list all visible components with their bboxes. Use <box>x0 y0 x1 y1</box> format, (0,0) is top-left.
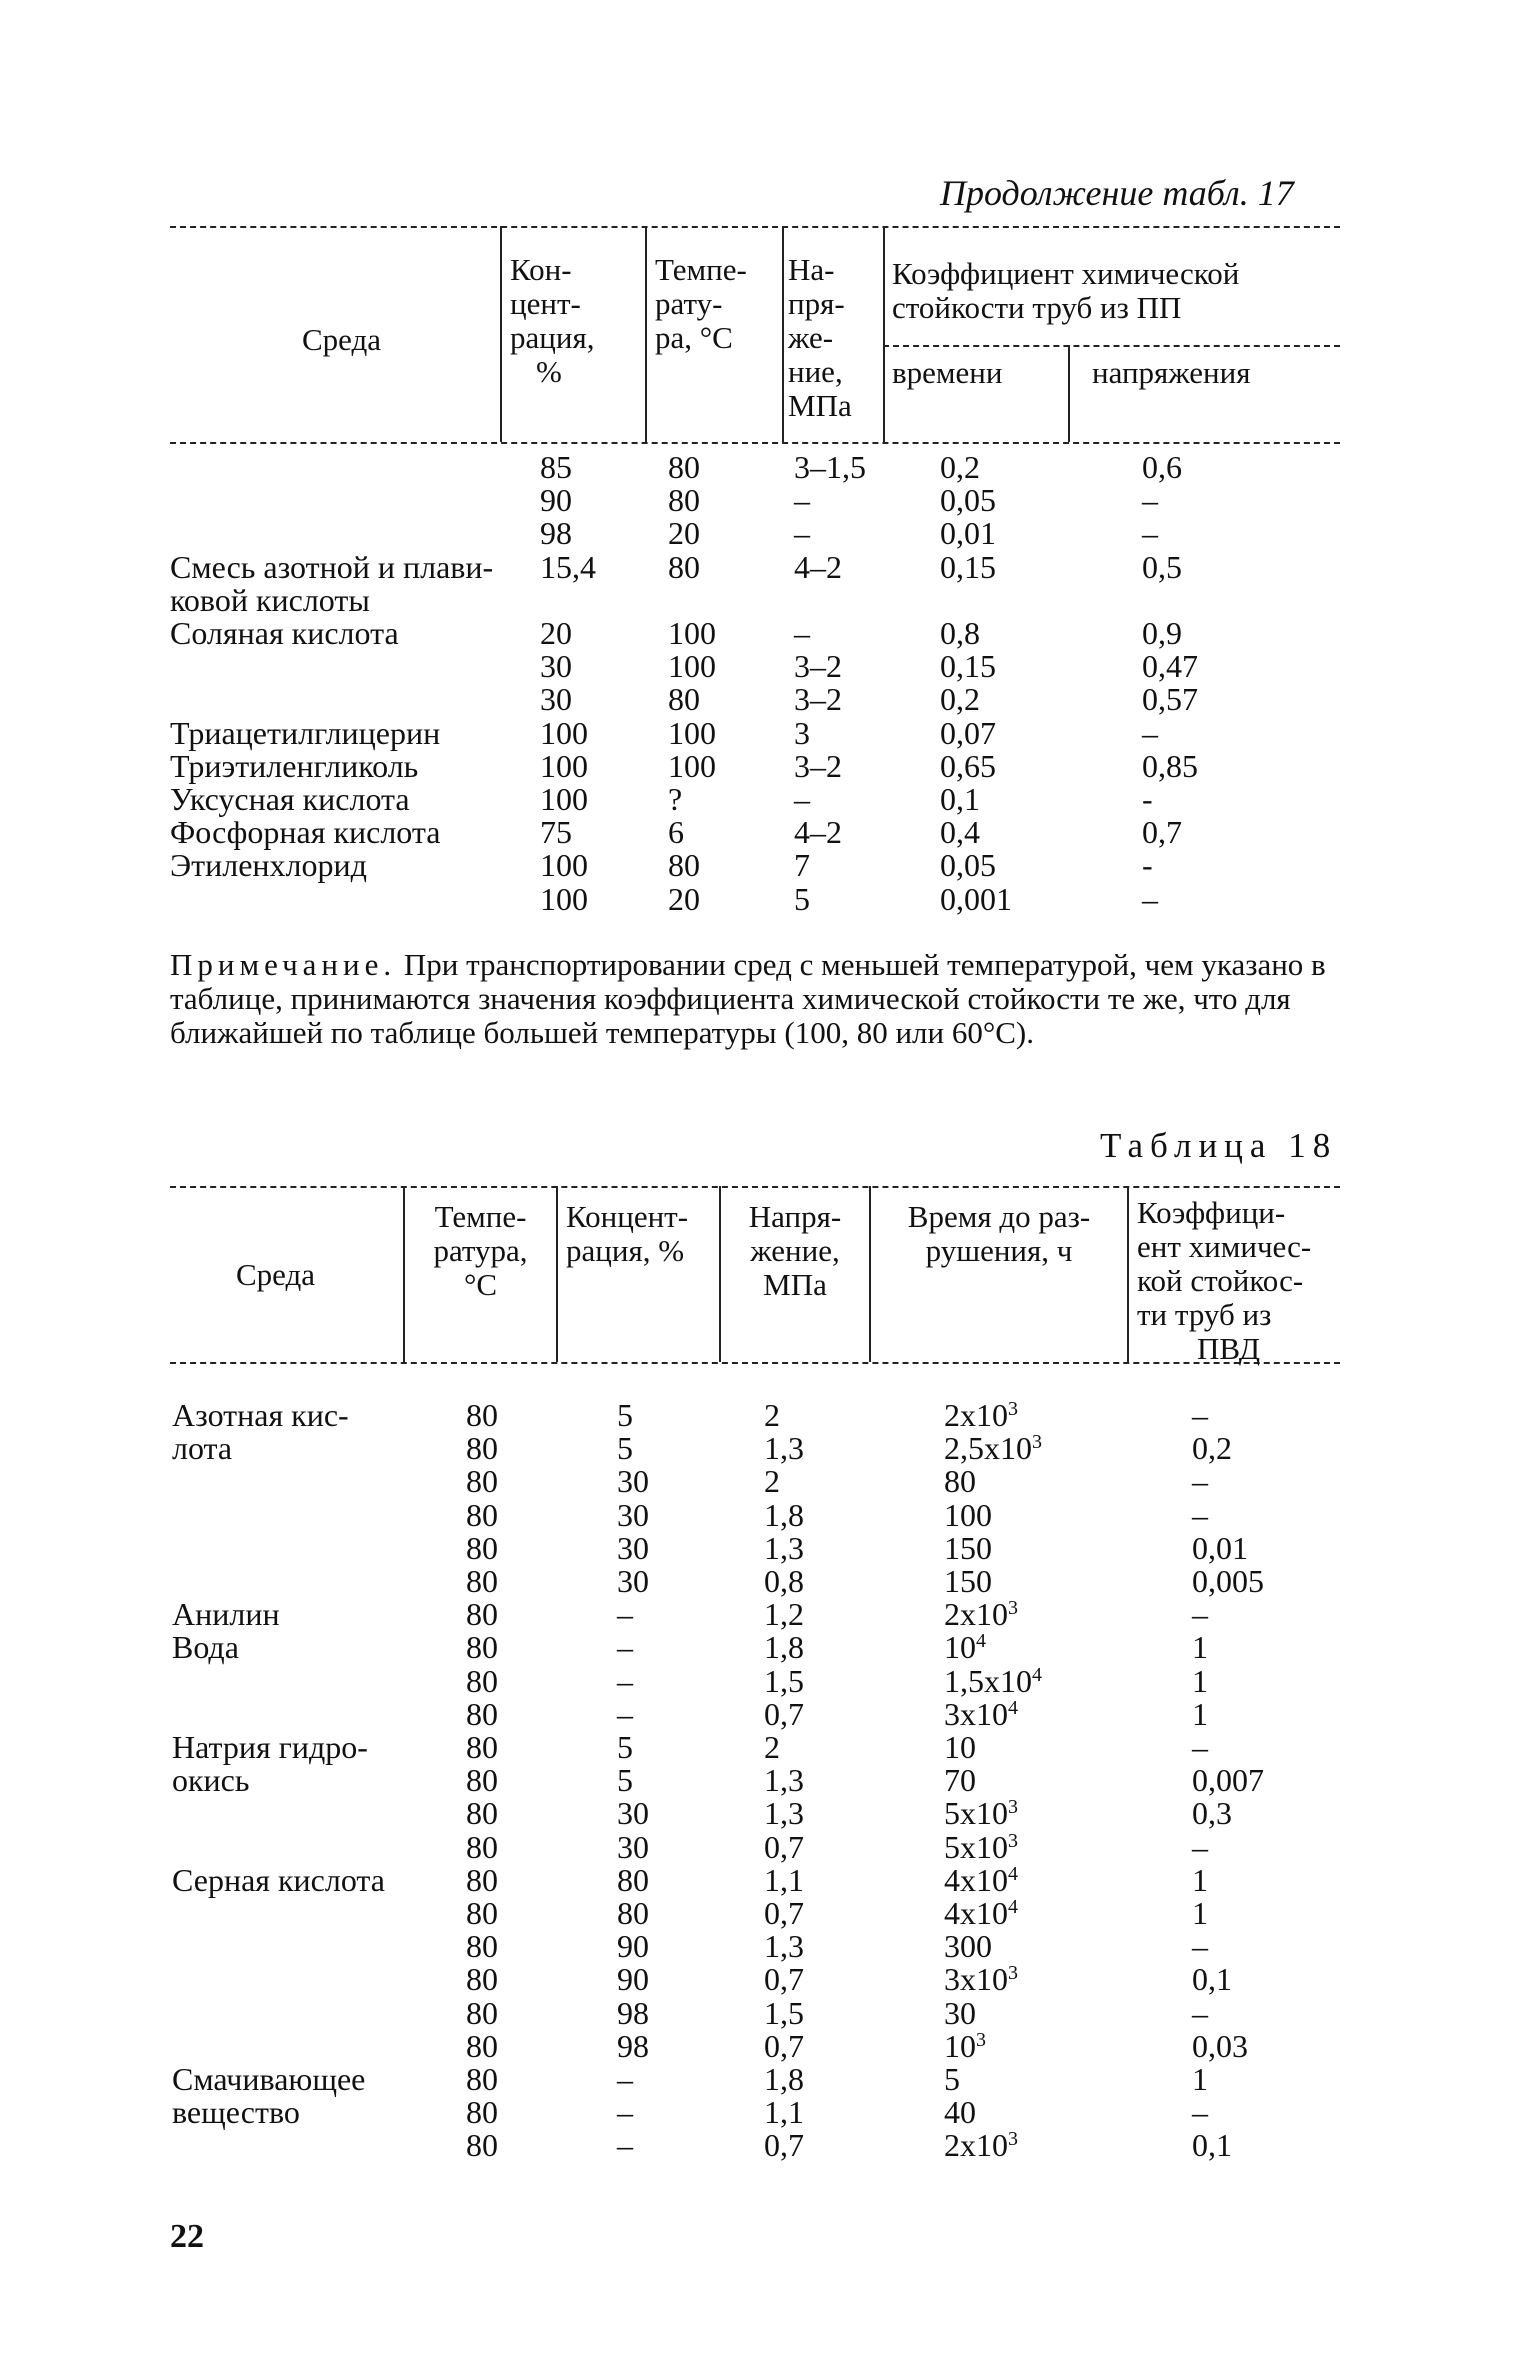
cell-coefficient: 1 <box>1192 1629 1208 1665</box>
cell-stress: 1,8 <box>764 2061 804 2097</box>
cell-medium: Соляная кислота <box>170 615 399 651</box>
cell-medium: Триацетилглицерин <box>170 715 441 751</box>
cell-stress: 0,7 <box>764 1696 804 1732</box>
cell-concentration: 30 <box>540 648 572 684</box>
cell-coefficient: 1 <box>1192 1895 1208 1931</box>
cell-stress: – <box>794 781 810 817</box>
time-exponent: 3 <box>1032 1431 1042 1453</box>
cell-medium: Фосфорная кислота <box>170 814 441 850</box>
table17-header-time: времени <box>892 355 1003 390</box>
cell-medium: Анилин <box>172 1596 280 1632</box>
cell-stress: 1,1 <box>764 2094 804 2130</box>
cell-coefficient: – <box>1192 1995 1208 2031</box>
cell-temperature: 100 <box>668 615 716 651</box>
cell-stress: 2 <box>764 1397 780 1433</box>
time-base: 150 <box>944 1563 992 1599</box>
cell-coefficient: – <box>1192 1829 1208 1865</box>
time-base: 5x10 <box>944 1795 1008 1831</box>
time-base: 3x10 <box>944 1961 1008 1997</box>
time-exponent: 3 <box>1008 1962 1018 1984</box>
table18-col-divider <box>1127 1186 1129 1362</box>
cell-time-to-failure <box>944 1499 992 1532</box>
cell-temperature: 20 <box>668 515 700 551</box>
cell-time: 0,8 <box>940 615 980 651</box>
cell-coefficient: 1 <box>1192 2061 1208 2097</box>
cell-temperature: 80 <box>466 1563 498 1599</box>
table18-col-divider <box>869 1186 871 1362</box>
cell-temperature: 100 <box>668 648 716 684</box>
cell-temperature: 80 <box>466 1596 498 1632</box>
time-base: 40 <box>944 2094 976 2130</box>
cell-stress: 0,7 <box>764 1961 804 1997</box>
cell-concentration: – <box>617 1696 633 1732</box>
cell-stress: – <box>794 615 810 651</box>
cell-time-to-failure <box>944 1465 976 1498</box>
time-base: 10 <box>944 2028 976 2064</box>
time-exponent: 3 <box>1008 1796 1018 1818</box>
cell-coefficient: 1 <box>1192 1696 1208 1732</box>
cell-stress: 2 <box>764 1729 780 1765</box>
cell-concentration: 100 <box>540 881 588 917</box>
cell-temperature: 80 <box>466 2061 498 2097</box>
cell-temperature: 80 <box>466 1729 498 1765</box>
time-base: 150 <box>944 1530 992 1566</box>
cell-coefficient: 0,01 <box>1192 1530 1248 1566</box>
time-exponent: 3 <box>1008 1398 1018 1420</box>
cell-stress: 3 <box>794 715 810 751</box>
cell-stress: 3–2 <box>794 681 842 717</box>
cell-time-to-failure <box>944 1764 976 1797</box>
table17-col-divider <box>1068 345 1070 442</box>
cell-concentration: – <box>617 2061 633 2097</box>
cell-coefficient: – <box>1192 1928 1208 1964</box>
note-text: При транспортировании сред с меньшей температурой, чем указано в таблице, принимаются значения коэффициента химической стойкости те же, что для ближайшей по таблице большей температуры (100, 80 или 60°С). <box>170 947 1326 1050</box>
cell-coefficient: – <box>1192 1729 1208 1765</box>
table17-header-concentration: Кон- цент- рация, % <box>510 252 595 389</box>
table18-col-divider <box>556 1186 558 1362</box>
cell-temperature: 80 <box>466 2094 498 2130</box>
cell-time-to-failure <box>944 1997 976 2030</box>
table17-header-medium: Среда <box>302 322 382 357</box>
cell-pressure: – <box>1142 515 1158 551</box>
cell-coefficient: – <box>1192 2094 1208 2130</box>
cell-medium: ковой кислоты <box>170 582 370 618</box>
cell-coefficient: 0,1 <box>1192 2127 1232 2163</box>
cell-medium: Этиленхлорид <box>170 847 367 883</box>
cell-time: 0,001 <box>940 881 1012 917</box>
cell-coefficient: – <box>1192 1463 1208 1499</box>
cell-time: 0,15 <box>940 648 996 684</box>
cell-stress: 7 <box>794 847 810 883</box>
cell-concentration: – <box>617 1663 633 1699</box>
cell-pressure: 0,7 <box>1142 814 1182 850</box>
cell-stress: 4–2 <box>794 814 842 850</box>
cell-coefficient: 0,1 <box>1192 1961 1232 1997</box>
table18-top-rule <box>170 1186 1340 1188</box>
time-base: 30 <box>944 1995 976 2031</box>
cell-pressure: 0,6 <box>1142 449 1182 485</box>
cell-coefficient: 1 <box>1192 1663 1208 1699</box>
time-exponent: 3 <box>1008 2128 1018 2150</box>
cell-pressure: 0,47 <box>1142 648 1198 684</box>
cell-stress: 2 <box>764 1463 780 1499</box>
cell-time-to-failure <box>944 2096 976 2129</box>
cell-medium: Азотная кис- <box>172 1397 349 1433</box>
cell-temperature: 80 <box>466 1961 498 1997</box>
table17-col-divider <box>500 226 502 442</box>
cell-stress: 1,3 <box>764 1430 804 1466</box>
time-exponent: 4 <box>1008 1697 1018 1719</box>
time-exponent: 4 <box>1008 1863 1018 1885</box>
time-exponent: 4 <box>1008 1896 1018 1918</box>
cell-concentration: 30 <box>617 1463 649 1499</box>
cell-time: 0,2 <box>940 681 980 717</box>
time-exponent: 4 <box>1032 1664 1042 1686</box>
cell-medium: Смесь азотной и плави- <box>170 549 494 585</box>
cell-coefficient: – <box>1192 1596 1208 1632</box>
cell-time-to-failure <box>944 1399 1018 1432</box>
cell-time-to-failure <box>944 1797 1018 1830</box>
cell-temperature: 80 <box>466 1397 498 1433</box>
cell-temperature: 80 <box>668 449 700 485</box>
cell-concentration: – <box>617 1596 633 1632</box>
cell-time: 0,07 <box>940 715 996 751</box>
cell-medium: Серная кислота <box>172 1862 385 1898</box>
cell-pressure: 0,57 <box>1142 681 1198 717</box>
cell-medium: Уксусная кислота <box>170 781 410 817</box>
cell-time: 0,4 <box>940 814 980 850</box>
table17-header-stress: На- пря- же- ние, МПа <box>788 252 852 423</box>
cell-coefficient: 0,2 <box>1192 1430 1232 1466</box>
cell-stress: 0,7 <box>764 1829 804 1865</box>
cell-time-to-failure <box>944 1897 1018 1930</box>
cell-stress: 1,3 <box>764 1795 804 1831</box>
time-base: 10 <box>944 1629 976 1665</box>
table17-col-divider <box>645 226 647 442</box>
page-number: 22 <box>170 2218 204 2255</box>
cell-medium: Смачивающее <box>172 2061 366 2097</box>
cell-time-to-failure <box>944 2063 960 2096</box>
table18-col-divider <box>719 1186 721 1362</box>
cell-temperature: 80 <box>466 1762 498 1798</box>
cell-time-to-failure <box>944 1532 992 1565</box>
table18-header-stress: Напря- жение, МПа <box>748 1199 842 1302</box>
cell-temperature: 80 <box>466 2028 498 2064</box>
table18-header-time: Время до раз- рушения, ч <box>907 1199 1091 1268</box>
table18-header-concentration: Концент- рация, % <box>566 1199 689 1268</box>
cell-medium: Триэтиленгликоль <box>170 748 419 784</box>
time-base: 80 <box>944 1463 976 1499</box>
cell-stress: 1,2 <box>764 1596 804 1632</box>
time-base: 2x10 <box>944 2127 1008 2163</box>
cell-time-to-failure <box>944 1864 1018 1897</box>
cell-concentration: 80 <box>617 1862 649 1898</box>
time-base: 3x10 <box>944 1696 1008 1732</box>
cell-pressure: – <box>1142 715 1158 751</box>
cell-concentration: 98 <box>540 515 572 551</box>
table17-note <box>170 948 1340 1050</box>
cell-temperature: 80 <box>466 1530 498 1566</box>
time-base: 1,5x10 <box>944 1663 1032 1699</box>
cell-time-to-failure <box>944 1963 1018 1996</box>
cell-pressure: - <box>1142 781 1153 817</box>
cell-time: 0,2 <box>940 449 980 485</box>
cell-stress: 3–2 <box>794 748 842 784</box>
cell-stress: 4–2 <box>794 549 842 585</box>
cell-time-to-failure <box>944 1598 1018 1631</box>
cell-coefficient: 0,03 <box>1192 2028 1248 2064</box>
cell-stress: 0,7 <box>764 2127 804 2163</box>
time-base: 2x10 <box>944 1397 1008 1433</box>
cell-temperature: 20 <box>668 881 700 917</box>
cell-concentration: 90 <box>617 1928 649 1964</box>
cell-temperature: 80 <box>466 1663 498 1699</box>
cell-stress: 1,8 <box>764 1629 804 1665</box>
time-exponent: 3 <box>1008 1830 1018 1852</box>
cell-stress: 1,3 <box>764 1530 804 1566</box>
cell-time: 0,05 <box>940 847 996 883</box>
cell-stress: 0,8 <box>764 1563 804 1599</box>
cell-pressure: 0,9 <box>1142 615 1182 651</box>
table17-col-divider <box>883 226 885 442</box>
cell-pressure: - <box>1142 847 1153 883</box>
cell-coefficient: 0,007 <box>1192 1762 1264 1798</box>
cell-concentration: 90 <box>617 1961 649 1997</box>
cell-concentration: 100 <box>540 781 588 817</box>
cell-time-to-failure <box>944 1631 986 1664</box>
cell-time-to-failure <box>944 1731 976 1764</box>
cell-stress: 1,8 <box>764 1497 804 1533</box>
table17-top-rule <box>170 226 1340 228</box>
cell-time: 0,05 <box>940 482 996 518</box>
cell-temperature: 80 <box>668 847 700 883</box>
cell-concentration: 98 <box>617 2028 649 2064</box>
cell-concentration: 100 <box>540 847 588 883</box>
time-base: 5x10 <box>944 1829 1008 1865</box>
cell-concentration: 85 <box>540 449 572 485</box>
cell-concentration: 30 <box>617 1530 649 1566</box>
cell-concentration: 15,4 <box>540 549 596 585</box>
cell-pressure: 0,85 <box>1142 748 1198 784</box>
time-base: 2,5x10 <box>944 1430 1032 1466</box>
cell-temperature: 6 <box>668 814 684 850</box>
cell-temperature: 80 <box>668 482 700 518</box>
note-label: Примечание. <box>170 947 397 982</box>
cell-time-to-failure <box>944 2030 986 2063</box>
cell-concentration: 100 <box>540 748 588 784</box>
cell-coefficient: – <box>1192 1397 1208 1433</box>
cell-time-to-failure <box>944 1565 992 1598</box>
cell-concentration: – <box>617 2127 633 2163</box>
cell-concentration: 20 <box>540 615 572 651</box>
cell-concentration: 5 <box>617 1430 633 1466</box>
table17-header-temperature: Темпе- рату- ра, °С <box>655 252 747 355</box>
cell-medium: лота <box>172 1430 233 1466</box>
table18-col-divider <box>403 1186 405 1362</box>
cell-concentration: 90 <box>540 482 572 518</box>
table18-title: Таблица 18 <box>1100 1126 1338 1165</box>
cell-stress: 0,7 <box>764 1895 804 1931</box>
cell-stress: 3–1,5 <box>794 449 866 485</box>
cell-stress: 0,7 <box>764 2028 804 2064</box>
cell-temperature: 80 <box>466 1829 498 1865</box>
cell-time-to-failure <box>944 1432 1042 1465</box>
cell-concentration: 5 <box>617 1762 633 1798</box>
cell-stress: – <box>794 515 810 551</box>
time-exponent: 3 <box>1008 1597 1018 1619</box>
cell-time-to-failure <box>944 2129 1018 2162</box>
cell-temperature: 80 <box>466 1995 498 2031</box>
cell-temperature: 80 <box>466 2127 498 2163</box>
cell-time: 0,1 <box>940 781 980 817</box>
cell-coefficient: – <box>1192 1497 1208 1533</box>
cell-concentration: 30 <box>617 1497 649 1533</box>
cell-pressure: – <box>1142 881 1158 917</box>
cell-medium: Вода <box>172 1629 239 1665</box>
cell-temperature: 80 <box>466 1430 498 1466</box>
cell-stress: 1,3 <box>764 1928 804 1964</box>
cell-stress: 5 <box>794 881 810 917</box>
cell-temperature: 80 <box>466 1696 498 1732</box>
cell-temperature: 80 <box>466 1629 498 1665</box>
table18-header-temperature: Темпе- ратура, °С <box>433 1199 528 1302</box>
cell-stress: 1,5 <box>764 1995 804 2031</box>
cell-time: 0,15 <box>940 549 996 585</box>
cell-concentration: 30 <box>617 1829 649 1865</box>
cell-time-to-failure <box>944 1698 1018 1731</box>
table17-col-divider <box>782 226 784 442</box>
time-base: 4x10 <box>944 1895 1008 1931</box>
cell-temperature: 80 <box>466 1862 498 1898</box>
cell-coefficient: 0,3 <box>1192 1795 1232 1831</box>
cell-coefficient: 1 <box>1192 1862 1208 1898</box>
cell-temperature: 100 <box>668 748 716 784</box>
cell-pressure: 0,5 <box>1142 549 1182 585</box>
cell-concentration: 98 <box>617 1995 649 2031</box>
cell-concentration: 30 <box>617 1563 649 1599</box>
cell-time-to-failure <box>944 1831 1018 1864</box>
cell-concentration: 75 <box>540 814 572 850</box>
cell-temperature: 80 <box>466 1463 498 1499</box>
cell-temperature: 80 <box>466 1795 498 1831</box>
time-base: 10 <box>944 1729 976 1765</box>
cell-concentration: – <box>617 2094 633 2130</box>
cell-temperature: 80 <box>466 1928 498 1964</box>
cell-concentration: 100 <box>540 715 588 751</box>
table17-header-rule <box>170 442 1340 444</box>
cell-time-to-failure <box>944 1665 1042 1698</box>
cell-temperature: 80 <box>668 549 700 585</box>
time-base: 100 <box>944 1497 992 1533</box>
cell-stress: 1,5 <box>764 1663 804 1699</box>
cell-medium: вещество <box>172 2094 300 2130</box>
table18-header-medium: Среда <box>236 1257 316 1292</box>
cell-coefficient: 0,005 <box>1192 1563 1264 1599</box>
continuation-title: Продолжение табл. 17 <box>940 173 1294 213</box>
table17-header-coefficient: Коэффициент химической стойкости труб из ПП <box>892 256 1240 325</box>
cell-concentration: 80 <box>617 1895 649 1931</box>
time-base: 2x10 <box>944 1596 1008 1632</box>
cell-medium: окись <box>172 1762 250 1798</box>
cell-concentration: 30 <box>540 681 572 717</box>
cell-time: 0,65 <box>940 748 996 784</box>
time-exponent: 3 <box>976 2029 986 2051</box>
time-exponent: 4 <box>976 1630 986 1652</box>
cell-time-to-failure <box>944 1930 992 1963</box>
cell-temperature: 100 <box>668 715 716 751</box>
cell-concentration: – <box>617 1629 633 1665</box>
cell-stress: – <box>794 482 810 518</box>
cell-medium: Натрия гидро- <box>172 1729 368 1765</box>
table17-sub-rule <box>883 345 1340 347</box>
cell-temperature: 80 <box>466 1497 498 1533</box>
cell-concentration: 5 <box>617 1397 633 1433</box>
time-base: 4x10 <box>944 1862 1008 1898</box>
cell-temperature: 80 <box>668 681 700 717</box>
time-base: 70 <box>944 1762 976 1798</box>
table17-header-pressure: напряжения <box>1092 355 1251 390</box>
cell-concentration: 5 <box>617 1729 633 1765</box>
cell-stress: 3–2 <box>794 648 842 684</box>
cell-stress: 1,3 <box>764 1762 804 1798</box>
time-base: 5 <box>944 2061 960 2097</box>
cell-stress: 1,1 <box>764 1862 804 1898</box>
time-base: 300 <box>944 1928 992 1964</box>
cell-time: 0,01 <box>940 515 996 551</box>
cell-pressure: – <box>1142 482 1158 518</box>
cell-temperature: ? <box>668 781 683 817</box>
cell-concentration: 30 <box>617 1795 649 1831</box>
table18-header-coefficient: Коэффици- ент химичес- кой стойкос- ти труб из ПВД <box>1137 1195 1312 1366</box>
cell-temperature: 80 <box>466 1895 498 1931</box>
